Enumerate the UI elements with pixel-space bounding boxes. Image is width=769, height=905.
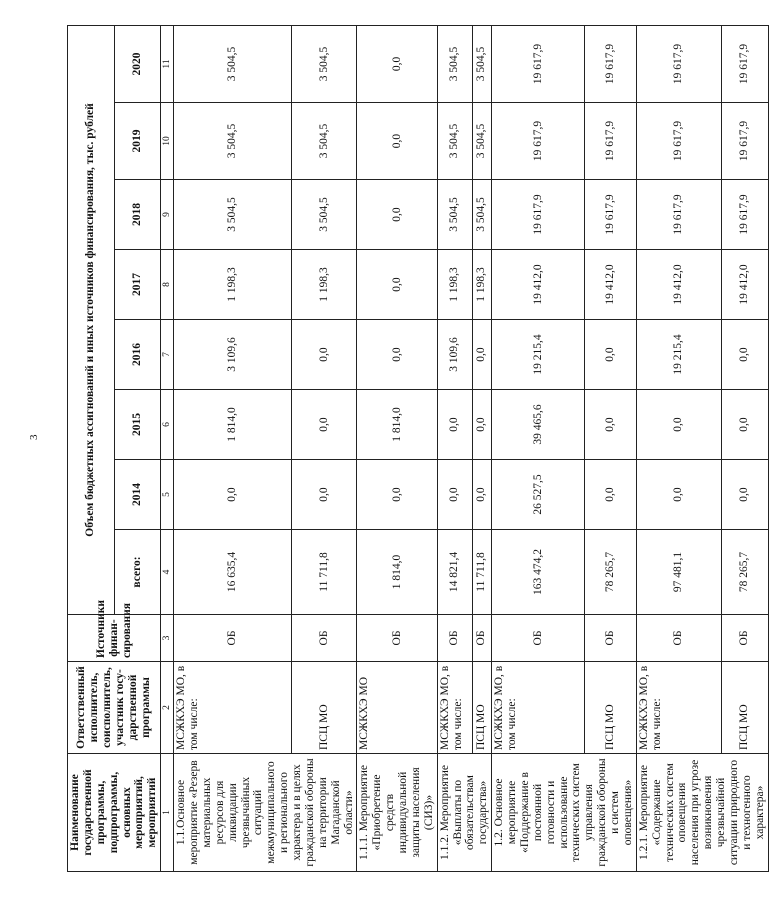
column-number: 10	[161, 103, 174, 180]
amount-cell: 0,0	[292, 320, 357, 390]
amount-cell: 3 504,5	[292, 103, 357, 180]
amount-cell: 0,0	[721, 390, 768, 460]
amount-cell: 1 198,3	[472, 250, 491, 320]
amount-cell: 3 504,5	[437, 180, 472, 250]
amount-cell: 3 504,5	[292, 25, 357, 102]
amount-cell: 19 412,0	[721, 250, 768, 320]
amount-cell: 1 198,3	[174, 250, 292, 320]
amount-cell: 0,0	[357, 250, 437, 320]
amount-cell: 3 504,5	[472, 25, 491, 102]
amount-cell: 19 617,9	[585, 25, 636, 102]
activity-name-cell: 1.2. Основное мероприятие «Поддержание в постоянной готовности и использование технических систем управления гражданской обороны и систем оповещения»	[492, 754, 637, 872]
amount-cell: 19 412,0	[636, 250, 721, 320]
amount-cell: 16 635,4	[174, 530, 292, 615]
amount-cell: 1 814,0	[357, 530, 437, 615]
amount-cell: 3 504,5	[174, 25, 292, 102]
amount-cell: 0,0	[472, 320, 491, 390]
amount-cell: 19 617,9	[636, 180, 721, 250]
source-cell: ОБ	[585, 615, 636, 662]
amount-cell: 78 265,7	[585, 530, 636, 615]
amount-cell: 0,0	[357, 103, 437, 180]
amount-cell: 0,0	[437, 460, 472, 530]
executor-cell: МСЖКХЭ МО, в том числе:	[174, 662, 292, 754]
amount-cell: 3 504,5	[472, 180, 491, 250]
amount-cell: 0,0	[472, 460, 491, 530]
amount-cell: 19 617,9	[636, 103, 721, 180]
header-source: Источники финан-сирования	[68, 615, 161, 662]
amount-cell: 0,0	[472, 390, 491, 460]
amount-cell: 0,0	[585, 390, 636, 460]
amount-cell: 19 617,9	[492, 180, 585, 250]
amount-cell: 19 412,0	[492, 250, 585, 320]
amount-cell: 0,0	[585, 320, 636, 390]
amount-cell: 0,0	[357, 25, 437, 102]
column-number: 7	[161, 320, 174, 390]
column-number: 3	[161, 615, 174, 662]
amount-cell: 19 617,9	[585, 180, 636, 250]
amount-cell: 0,0	[636, 390, 721, 460]
amount-cell: 0,0	[357, 460, 437, 530]
table-row	[721, 25, 768, 871]
amount-cell: 14 821,4	[437, 530, 472, 615]
source-cell: ОБ	[174, 615, 292, 662]
amount-cell: 11 711,8	[292, 530, 357, 615]
column-number: 9	[161, 180, 174, 250]
amount-cell: 3 504,5	[472, 103, 491, 180]
amount-cell: 19 412,0	[585, 250, 636, 320]
amount-cell: 3 504,5	[292, 180, 357, 250]
amount-cell: 3 109,6	[174, 320, 292, 390]
source-cell: ОБ	[492, 615, 585, 662]
table-row	[357, 25, 437, 871]
amount-cell: 19 617,9	[636, 25, 721, 102]
amount-cell: 19 215,4	[636, 320, 721, 390]
executor-cell: ПСЦ МО	[721, 662, 768, 754]
amount-cell: 26 527,5	[492, 460, 585, 530]
rotated-table-stage	[67, 26, 766, 872]
activity-name-cell: 1.1.1. Мероприятие «Приобретение средств индивидуальной защиты населения (СИЗ)»	[357, 754, 437, 872]
amount-cell: 0,0	[721, 320, 768, 390]
executor-cell: МСЖКХЭ МО	[357, 662, 437, 754]
amount-cell: 3 504,5	[437, 25, 472, 102]
header-funding-group: Объем бюджетных ассигнований и иных источников финансирования, тыс. рублей	[68, 25, 115, 614]
amount-cell: 0,0	[636, 460, 721, 530]
amount-cell: 0,0	[437, 390, 472, 460]
amount-cell: 3 504,5	[437, 103, 472, 180]
amount-cell: 1 814,0	[357, 390, 437, 460]
amount-cell: 0,0	[292, 460, 357, 530]
source-cell: ОБ	[636, 615, 721, 662]
amount-cell: 19 617,9	[721, 25, 768, 102]
amount-cell: 1 198,3	[437, 250, 472, 320]
header-name: Наименование государственной программы, подпрограммы, основных мероприятий, мероприятий	[68, 754, 161, 872]
amount-cell: 11 711,8	[472, 530, 491, 615]
page-number: 3	[28, 434, 40, 440]
header-year: 2016	[114, 320, 161, 390]
executor-cell: МСЖКХЭ МО, в том числе:	[437, 662, 472, 754]
amount-cell: 0,0	[721, 460, 768, 530]
amount-cell: 3 504,5	[174, 103, 292, 180]
amount-cell: 97 481,1	[636, 530, 721, 615]
amount-cell: 0,0	[174, 460, 292, 530]
amount-cell: 0,0	[585, 460, 636, 530]
executor-cell: ПСЦ МО	[292, 662, 357, 754]
activity-name-cell: 1.1.2. Мероприятие «Выплаты по обязательствам государства»	[437, 754, 492, 872]
amount-cell: 0,0	[357, 320, 437, 390]
header-executor: Ответственный исполнитель, соисполнитель, участник госу-дарственной программы	[68, 662, 161, 754]
executor-cell: ПСЦ МО	[472, 662, 491, 754]
amount-cell: 19 617,9	[585, 103, 636, 180]
amount-cell: 0,0	[292, 390, 357, 460]
executor-cell: МСЖКХЭ МО, в том числе:	[636, 662, 721, 754]
column-number: 5	[161, 460, 174, 530]
amount-cell: 19 617,9	[721, 103, 768, 180]
column-number: 11	[161, 25, 174, 102]
column-number: 2	[161, 662, 174, 754]
amount-cell: 3 504,5	[174, 180, 292, 250]
amount-cell: 39 465,6	[492, 390, 585, 460]
column-number: 8	[161, 250, 174, 320]
executor-cell: ПСЦ МО	[585, 662, 636, 754]
amount-cell: 1 814,0	[174, 390, 292, 460]
header-year: 2017	[114, 250, 161, 320]
amount-cell: 3 109,6	[437, 320, 472, 390]
table-row	[292, 25, 357, 871]
header-year: 2020	[114, 25, 161, 102]
activity-name-cell: 1.1.Основное мероприятие «Резерв материальных ресурсов для ликвидации чрезвычайных ситуаций межмуниципального и регионального характера и в целях гражданской обороны на территории Магаданской области»	[174, 754, 357, 872]
funding-table	[67, 25, 769, 872]
column-number: 1	[161, 754, 174, 872]
source-cell: ОБ	[292, 615, 357, 662]
amount-cell: 19 617,9	[492, 25, 585, 102]
header-year: 2015	[114, 390, 161, 460]
amount-cell: 19 617,9	[721, 180, 768, 250]
amount-cell: 19 215,4	[492, 320, 585, 390]
header-year: 2019	[114, 103, 161, 180]
column-number: 4	[161, 530, 174, 615]
table-row	[472, 25, 491, 871]
header-year: 2014	[114, 460, 161, 530]
table-body	[174, 25, 768, 871]
amount-cell: 163 474,2	[492, 530, 585, 615]
executor-cell: МСЖКХЭ МО, в том числе:	[492, 662, 585, 754]
header-year: 2018	[114, 180, 161, 250]
source-cell: ОБ	[437, 615, 472, 662]
source-cell: ОБ	[357, 615, 437, 662]
amount-cell: 19 617,9	[492, 103, 585, 180]
source-cell: ОБ	[721, 615, 768, 662]
amount-cell: 78 265,7	[721, 530, 768, 615]
table-row	[636, 25, 721, 871]
amount-cell: 0,0	[357, 180, 437, 250]
table-row	[492, 25, 585, 871]
table-row	[585, 25, 636, 871]
column-number: 6	[161, 390, 174, 460]
source-cell: ОБ	[472, 615, 491, 662]
amount-cell: 1 198,3	[292, 250, 357, 320]
header-year: всего:	[114, 530, 161, 615]
table-row	[437, 25, 472, 871]
table-row	[174, 25, 292, 871]
activity-name-cell: 1.2.1. Мероприятие «Содержание технических систем оповещения населения при угрозе возникновения чрезвычайной ситуации природного и техногенного характера»	[636, 754, 768, 872]
